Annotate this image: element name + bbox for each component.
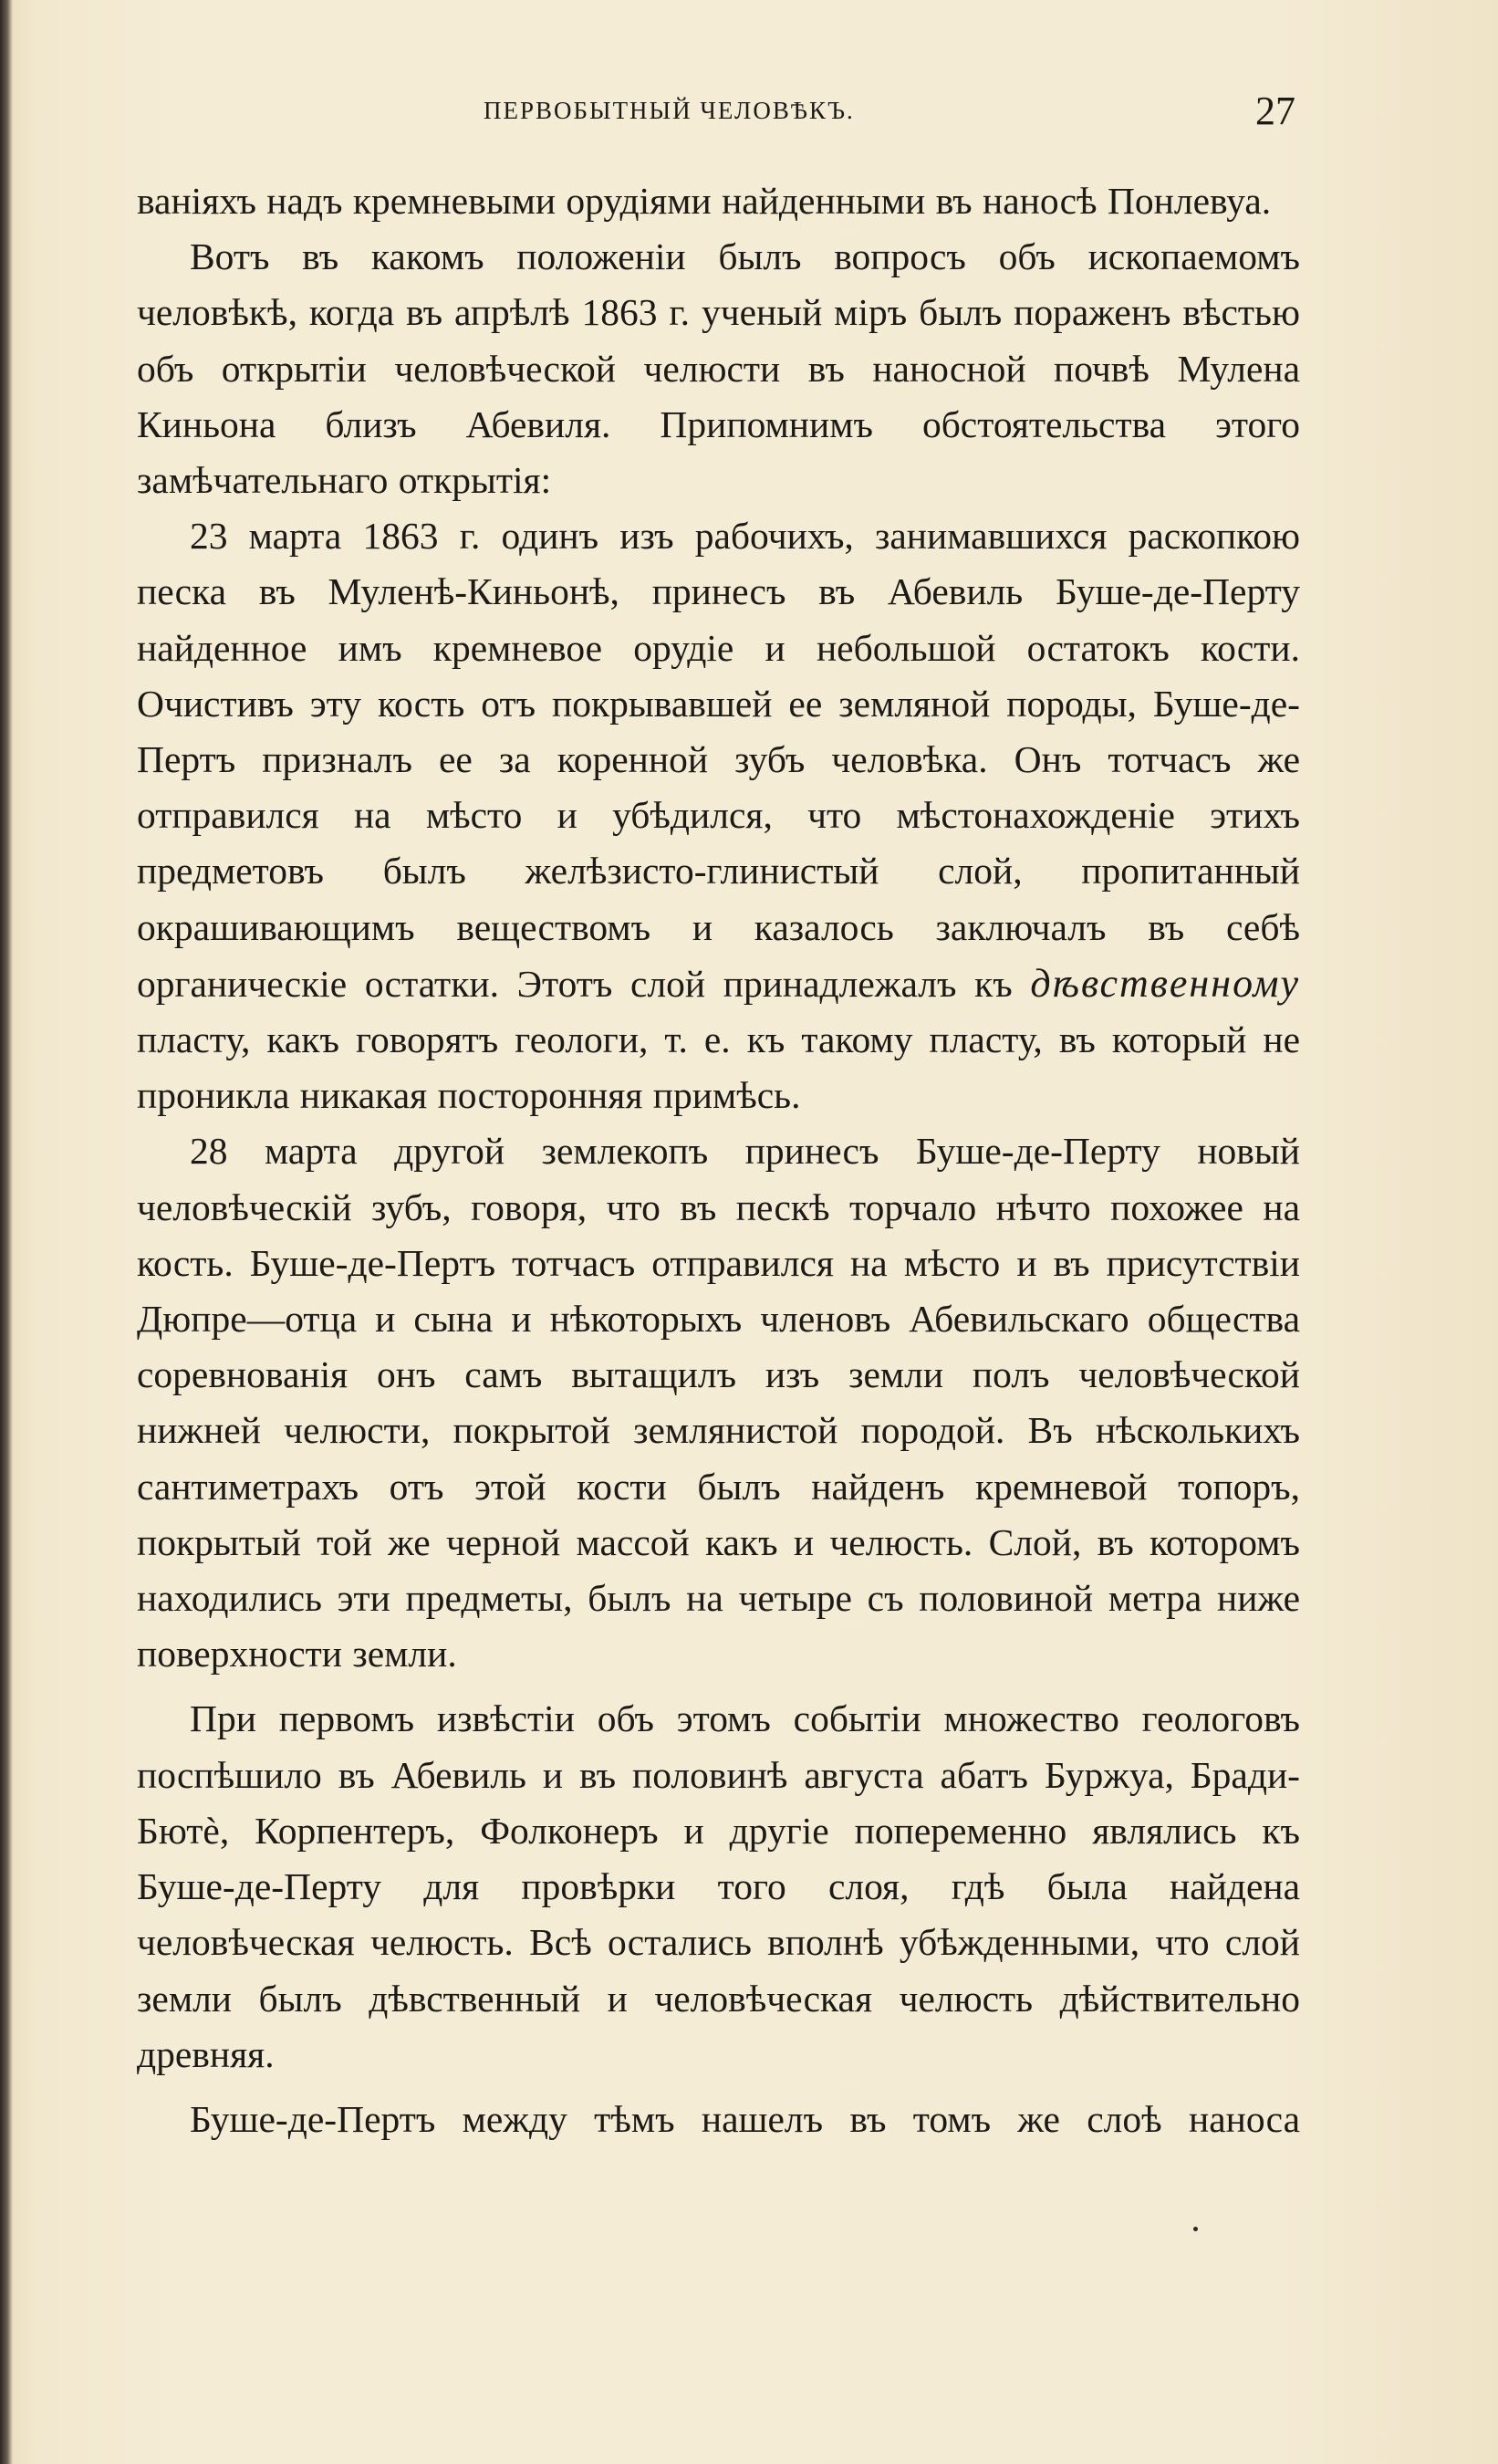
- page-header: [137, 91, 1295, 146]
- paragraph-4: [137, 1123, 1300, 1682]
- paragraph-6: [137, 2092, 1300, 2147]
- paragraph-5-text: При первомъ извѣстіи объ этомъ событіи множество геологовъ поспѣшило въ Абевиль и въ половинѣ августа абатъ Буржуа, Бради-Бютѐ, Корпентеръ, Фолконеръ и другіе попеременно являлись къ Буше-де-Перту для провѣрки того слоя, гдѣ была найдена человѣческая челюсть. Всѣ остались вполнѣ убѣжденными, что слой земли былъ дѣвственный и человѣческая челюсть дѣйствительно древняя.: [137, 1697, 1300, 2075]
- emphasized-word: дѣвственному: [1030, 960, 1301, 1006]
- paragraph-4-text: 28 марта другой землекопъ принесъ Буше-де-Перту новый человѣческій зубъ, говоря, что въ пескѣ торчало нѣчто похожее на кость. Буше-де-Пертъ тотчасъ отправился на мѣсто и въ присутствіи Дюпре—отца и сына и нѣкоторыхъ членовъ Абевильскаго общества соревнованія онъ самъ вытащилъ изъ земли полъ человѣческой нижней челюсти, покрытой землянистой породой. Въ нѣсколькихъ сантиметрахъ отъ этой кости былъ найденъ кремневой топоръ, покрытый той же черной массой какъ и челюсть. Слой, въ которомъ находились эти предметы, былъ на четыре съ половиной метра ниже поверхности земли.: [137, 1130, 1300, 1676]
- paragraph-1: [137, 173, 1300, 229]
- paragraph-5: [137, 1691, 1300, 2082]
- paragraph-3: [137, 508, 1300, 1123]
- paragraph-2: [137, 229, 1300, 508]
- binding-shadow: [0, 0, 13, 2464]
- page-number: 27: [1255, 89, 1295, 133]
- paragraph-3-text: 23 марта 1863 г. одинъ изъ рабочихъ, занимавшихся раскопкою песка въ Муленѣ-Киньонѣ, принесъ въ Абевиль Буше-де-Перту найденное имъ кремневое орудіе и небольшой остатокъ кости. Очистивъ эту кость отъ покрывавшей ее земляной породы, Буше-де-Пертъ призналъ ее за коренной зубъ человѣка. Онъ тотчасъ же отправился на мѣсто и убѣдился, что мѣстонахожденіе этихъ предметовъ былъ желѣзисто-глинистый слой, пропитанный окрашивающимъ веществомъ и казалось заключалъ въ себѣ органическіе остатки. Этотъ слой принадлежалъ къ: [137, 515, 1300, 1005]
- running-head: ПЕРВОБЫТНЫЙ ЧЕЛОВѢКЪ.: [484, 97, 855, 124]
- paragraph-3-text-cont: пласту, какъ говорятъ геологи, т. е. къ такому пласту, въ который не проникла никакая посторонняя примѣсь.: [137, 1018, 1300, 1117]
- paragraph-6-text: Буше-де-Пертъ между тѣмъ нашелъ въ томъ же слоѣ наноса: [190, 2097, 1300, 2140]
- paragraph-2-text: Вотъ въ какомъ положеніи былъ вопросъ объ ископаемомъ человѣкѣ, когда въ апрѣлѣ 1863 г. ученый міръ былъ пораженъ вѣстью объ открытіи человѣческой челюсти въ наносной почвѣ Мулена Киньона близъ Абевиля. Припомнимъ обстоятельства этого замѣчательнаго открытія:: [137, 235, 1300, 502]
- paragraph-1-text: ваніяхъ надъ кремневыми орудіями найденными въ наносѣ Понлевуа.: [137, 180, 1272, 222]
- body-text: [137, 173, 1300, 2147]
- ink-speck: [1193, 2227, 1198, 2231]
